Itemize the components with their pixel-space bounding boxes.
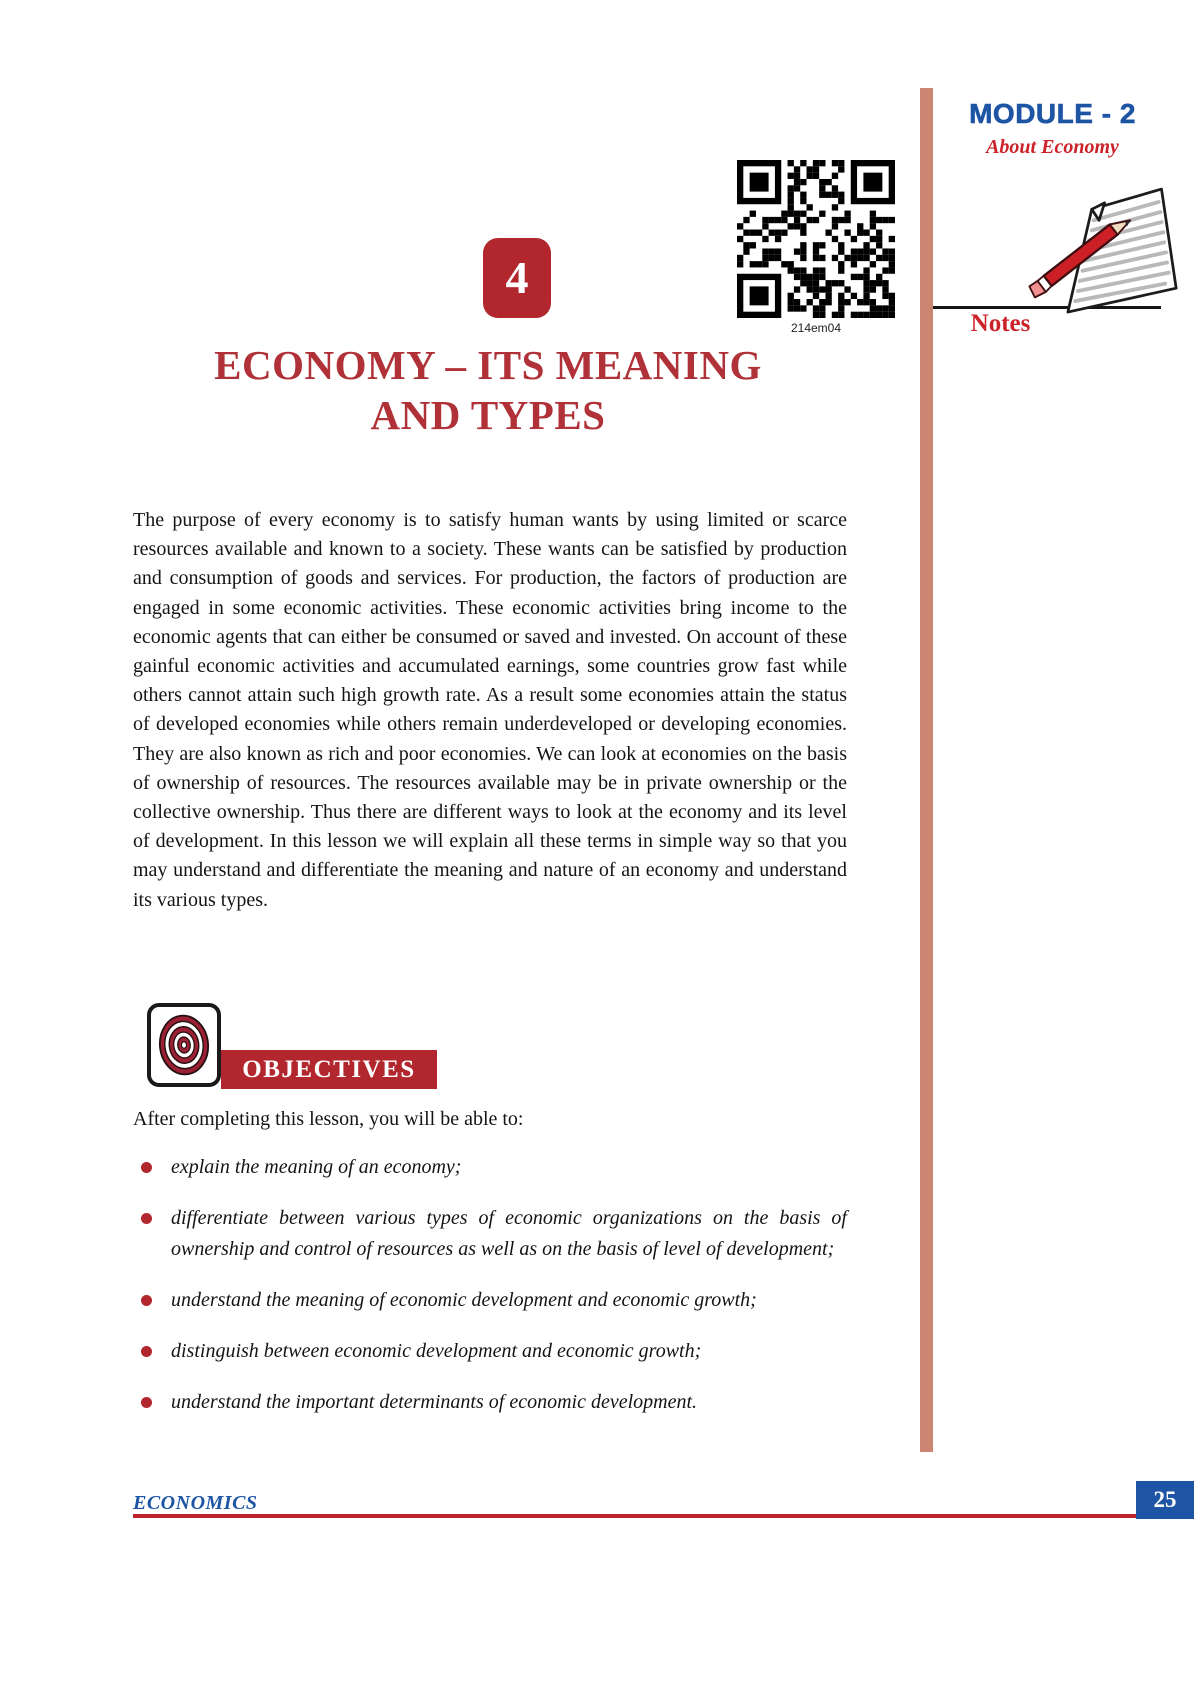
footer-rule xyxy=(133,1514,1136,1518)
objectives-heading: OBJECTIVES xyxy=(221,1050,437,1089)
module-block xyxy=(930,98,1175,159)
module-label: MODULE - 2 xyxy=(969,98,1136,129)
objective-item xyxy=(133,1336,847,1367)
qr-block xyxy=(737,160,895,335)
objectives-intro: After completing this lesson, you will be able to: xyxy=(133,1108,524,1130)
bullet-dot xyxy=(141,1162,152,1173)
margin-divider-line xyxy=(920,88,933,1452)
page-number-badge: 25 xyxy=(1136,1481,1194,1519)
objective-text: differentiate between various types of economic organizations on the basis of ownership and control of resources as well as on the basis of level of development; xyxy=(171,1207,847,1260)
lesson-title-line2: AND TYPES xyxy=(370,392,606,438)
objective-text: understand the meaning of economic development and economic growth; xyxy=(171,1289,757,1311)
qr-code xyxy=(737,160,895,318)
lesson-title-line1: ECONOMY – ITS MEANING xyxy=(214,342,762,388)
notes-pencil-paper-icon xyxy=(1022,168,1178,324)
notes-label: Notes xyxy=(970,310,1031,337)
bullet-dot xyxy=(141,1397,152,1408)
objective-text: distinguish between economic development and economic growth; xyxy=(171,1340,702,1362)
objective-item xyxy=(133,1203,847,1265)
qr-caption: 214em04 xyxy=(790,321,842,335)
bullet-dot xyxy=(141,1295,152,1306)
objective-item xyxy=(133,1152,847,1183)
objective-text: explain the meaning of an economy; xyxy=(171,1156,462,1178)
bullet-dot xyxy=(141,1213,152,1224)
bullet-dot xyxy=(141,1346,152,1357)
objective-item xyxy=(133,1387,847,1418)
objective-item xyxy=(133,1285,847,1316)
chapter-number-badge: 4 xyxy=(483,238,551,318)
target-icon xyxy=(147,1003,221,1087)
footer-book-title: ECONOMICS xyxy=(133,1492,258,1514)
lesson-title xyxy=(130,340,846,440)
objective-text: understand the important determinants of economic development. xyxy=(171,1391,698,1413)
intro-paragraph: The purpose of every economy is to satisfy human wants by using limited or scarce resources available and known to a society. These wants can be satisfied by production and consumption of goods and services. For production, the factors of production are engaged in some economic activities. These economic activities bring income to the economic agents that can either be consumed or saved and invested. On account of these gainful economic activities and accumulated earnings, some countries grow fast while others cannot attain such high growth rate. As a result some economies attain the status of developed economies while others remain underdeveloped or developing economies. They are also known as rich and poor economies. We can look at economies on the basis of ownership of resources. The resources available may be in private ownership or the collective ownership. Thus there are different ways to look at the economy and its level of development. In this lesson we will explain all these terms in simple way so that you may understand and differentiate the meaning and nature of an economy and understand its various types. xyxy=(133,509,847,911)
module-subtitle: About Economy xyxy=(986,136,1119,158)
objectives-list xyxy=(133,1152,847,1438)
